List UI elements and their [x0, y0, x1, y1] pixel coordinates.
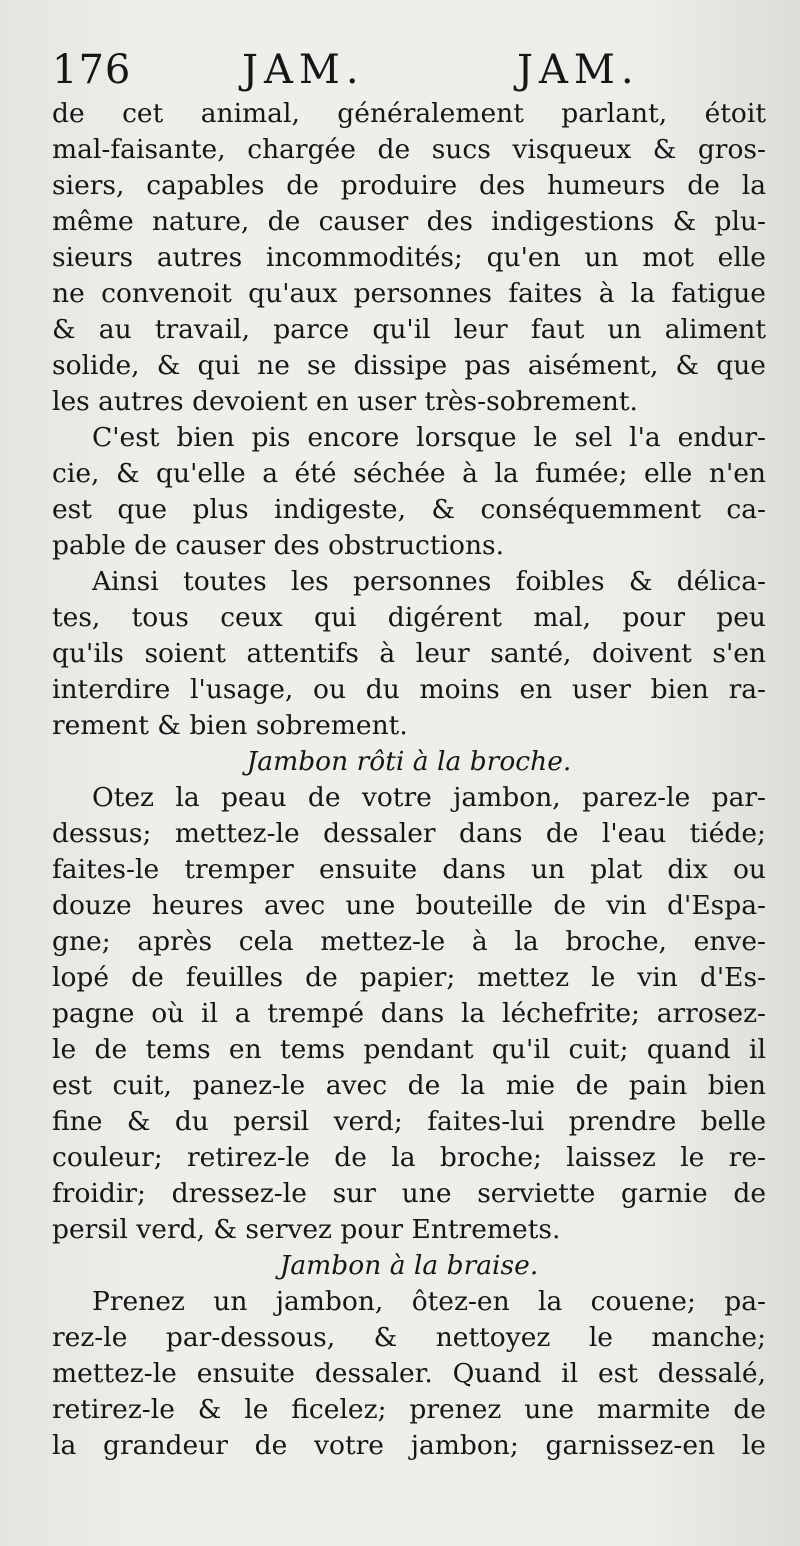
text-line: de cet animal, généralement parlant, étoit — [52, 98, 766, 129]
text-line: gne; après cela mettez-le à la broche, enve- — [52, 926, 766, 957]
page-text — [52, 96, 766, 1464]
text-line: rement & bien sobrement. — [52, 710, 408, 741]
text-line: siers, capables de produire des humeurs de la — [52, 170, 766, 201]
text-line: retirez-le & le ficelez; prenez une marmite de — [52, 1394, 766, 1425]
text-line: Otez la peau de votre jambon, parez-le par- — [92, 782, 766, 813]
text-line: mal-faisante, chargée de sucs visqueux & gros- — [52, 134, 766, 165]
text-line: solide, & qui ne se dissipe pas aisément, & que — [52, 350, 766, 381]
text-line: mettez-le ensuite dessaler. Quand il est dessalé, — [52, 1358, 766, 1389]
text-line: ne convenoit qu'aux personnes faites à la fatigue — [52, 278, 766, 309]
text-line: froidir; dressez-le sur une serviette garnie de — [52, 1178, 766, 1209]
text-line: dessus; mettez-le dessaler dans de l'eau tiéde; — [52, 818, 766, 849]
section-heading: Jambon rôti à la broche. — [246, 746, 572, 777]
right-running-head: JAM. — [517, 47, 640, 93]
text-line: est que plus indigeste, & conséquemment ca- — [52, 494, 766, 525]
text-line: la grandeur de votre jambon; garnissez-en le — [52, 1430, 766, 1461]
section-heading: Jambon à la braise. — [279, 1250, 539, 1281]
text-line: sieurs autres incommodités; qu'en un mot elle — [52, 242, 766, 273]
left-running-head: JAM. — [242, 47, 365, 93]
text-line: douze heures avec une bouteille de vin d'Espa- — [52, 890, 766, 921]
text-line: pagne où il a trempé dans la léchefrite; arrosez- — [52, 998, 766, 1029]
text-line: interdire l'usage, ou du moins en user bien ra- — [52, 674, 766, 705]
text-line: qu'ils soient attentifs à leur santé, doivent s'en — [52, 638, 766, 669]
text-line: Ainsi toutes les personnes foibles & délica- — [92, 566, 766, 597]
text-line: tes, tous ceux qui digérent mal, pour peu — [52, 602, 766, 633]
text-line: lopé de feuilles de papier; mettez le vin d'Es- — [52, 962, 766, 993]
text-line: le de tems en tems pendant qu'il cuit; quand il — [52, 1034, 766, 1065]
text-line: & au travail, parce qu'il leur faut un aliment — [52, 314, 766, 345]
running-header — [52, 44, 766, 96]
text-line: rez-le par-dessous, & nettoyez le manche; — [52, 1322, 766, 1353]
text-line: Prenez un jambon, ôtez-en la couene; pa- — [92, 1286, 766, 1317]
text-line: les autres devoient en user très-sobrement. — [52, 386, 638, 417]
text-line: persil verd, & servez pour Entremets. — [52, 1214, 561, 1245]
text-line: fine & du persil verd; faites-lui prendre belle — [52, 1106, 766, 1137]
text-line: est cuit, panez-le avec de la mie de pain bien — [52, 1070, 766, 1101]
text-line: faites-le tremper ensuite dans un plat dix ou — [52, 854, 766, 885]
text-line: pable de causer des obstructions. — [52, 530, 505, 561]
text-line: cie, & qu'elle a été séchée à la fumée; elle n'en — [52, 458, 766, 489]
page-number: 176 — [52, 47, 132, 93]
text-line: même nature, de causer des indigestions & plu- — [52, 206, 766, 237]
text-line: C'est bien pis encore lorsque le sel l'a endur- — [92, 422, 766, 453]
text-line: couleur; retirez-le de la broche; laissez le re- — [52, 1142, 766, 1173]
